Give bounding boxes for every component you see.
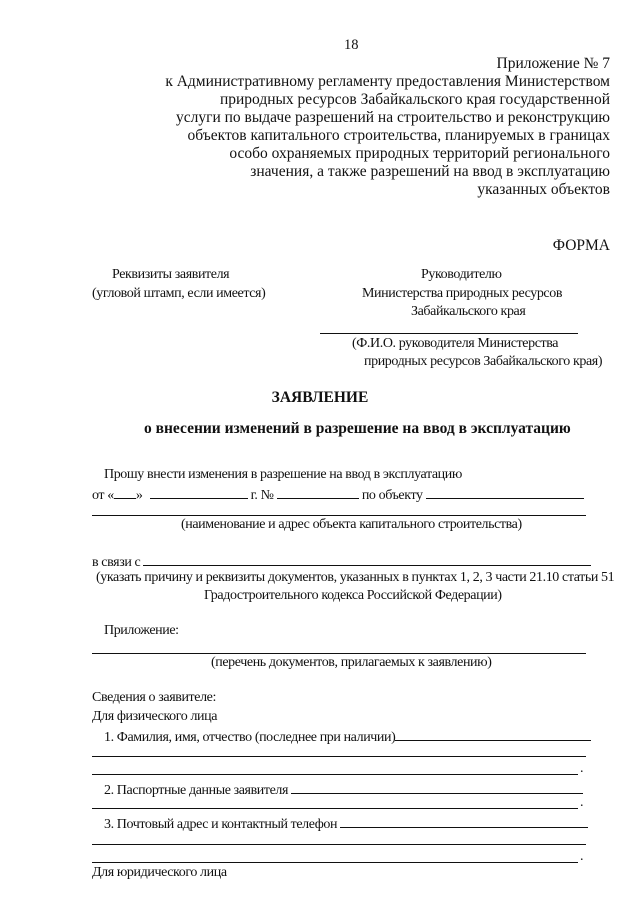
document-title: ЗАЯВЛЕНИЕ <box>271 389 369 406</box>
document-subtitle: о внесении изменений в разрешение на ввод в эксплуатацию <box>144 420 571 437</box>
form-label: ФОРМА <box>552 237 610 254</box>
attachment-label: Приложение: <box>104 623 179 638</box>
page: 18 Приложение № 7 к Административному регламенту предоставления Министерством природных ресурсов Забайкальского края государственной услуги по выдаче разрешений на строительство и реконструкцию объектов капитального строительства, планируемых в границах особо охраняемых природных территорий регионального значения, а также разрешений на ввод в эксплуатацию указанных объектов ФОРМА Реквизиты заявителя (угловой штамп, если имеется) Руководителю Министерства природных ресурсов Забайкальского края (Ф.И.О. руководителя Министерства природных ресурсов Забайкальского края) ЗАЯВЛЕНИЕ о внесении изменений в разрешение на ввод в эксплуатацию Прошу внести изменения в разрешение на ввод в эксплуатацию от « » г. № по объекту (наименование и адрес объекта капитального строительства) в связи с (указать причину и реквизиты документов, указанных в пунктах 1, 2, 3 части 21.10 статьи 51 Градостроительного кодекса Российской Федерации) Приложение: (перечень документов, прилагаемых к заявлению) Сведения о заявителе: Для физического лица 1. Фамилия, имя, отчество (последнее при наличии) . 2. Паспортные данные заявителя . 3. Почтовый адрес и контактный телефон . Для юридического лица <box>0 0 640 904</box>
addressee-caption: (Ф.И.О. руководителя Министерства <box>352 336 559 351</box>
object-caption: (наименование и адрес объекта капитального строительства) <box>181 517 522 532</box>
item-passport-label: 2. Паспортные данные заявителя <box>104 783 289 798</box>
applicant-requisites: Реквизиты заявителя <box>112 267 230 282</box>
day-field[interactable] <box>114 486 136 499</box>
date-prefix: от « <box>92 488 114 503</box>
request-date-row <box>92 486 584 503</box>
applicant-stamp-note: (угловой штамп, если имеется) <box>92 286 266 301</box>
appendix-title: Приложение № 7 <box>496 55 610 72</box>
appendix-line: значения, а также разрешений на ввод в эксплуатацию <box>250 163 610 180</box>
addressee-caption: природных ресурсов Забайкальского края) <box>364 354 603 369</box>
fio-line[interactable] <box>92 774 578 775</box>
permit-number-field[interactable] <box>277 486 359 499</box>
item-fio-row <box>104 728 591 745</box>
item-address-label: 3. Почтовый адрес и контактный телефон <box>104 817 338 832</box>
appendix-line: природных ресурсов Забайкальского края государственной <box>219 91 610 108</box>
appendix-line: к Административному регламенту предоставления Министерством <box>165 73 610 90</box>
item-passport-row <box>104 781 583 798</box>
individual-heading: Для физического лица <box>92 709 218 724</box>
appendix-line: услуги по выдаче разрешений на строительство и реконструкцию <box>175 109 610 126</box>
item-address-row <box>104 815 588 832</box>
month-year-field[interactable] <box>150 486 248 499</box>
attachment-line[interactable] <box>92 653 586 654</box>
legal-entity-heading: Для юридического лица <box>92 865 227 880</box>
object-address-line[interactable] <box>92 515 586 516</box>
address-phone-field[interactable] <box>340 815 588 828</box>
address-line[interactable] <box>92 844 586 845</box>
addressee-line: Министерства природных ресурсов <box>362 286 563 301</box>
request-text: Прошу внести изменения в разрешение на ввод в эксплуатацию <box>104 467 462 482</box>
year-suffix: г. № <box>250 488 274 503</box>
address-line[interactable] <box>92 862 578 863</box>
appendix-line: указанных объектов <box>477 181 610 198</box>
appendix-line: объектов капитального строительства, планируемых в границах <box>187 127 610 144</box>
addressee-line: Забайкальского края <box>411 304 526 319</box>
attachment-caption: (перечень документов, прилагаемых к заявлению) <box>211 655 492 670</box>
reason-field[interactable] <box>143 553 591 566</box>
appendix-line: особо охраняемых природных территорий регионального <box>229 145 610 162</box>
passport-line[interactable] <box>92 808 578 809</box>
reason-caption: Градостроительного кодекса Российской Федерации) <box>204 588 502 603</box>
reason-label: в связи с <box>92 555 141 570</box>
passport-field[interactable] <box>291 781 583 794</box>
period: . <box>580 849 584 864</box>
date-quote: » <box>135 488 143 503</box>
addressee-line: Руководителю <box>421 267 502 282</box>
fio-line[interactable] <box>92 756 586 757</box>
reason-caption: (указать причину и реквизиты документов, указанных в пунктах 1, 2, 3 части 21.10 статьи 51 <box>96 570 615 585</box>
addressee-fill-line[interactable] <box>320 333 578 334</box>
fio-field[interactable] <box>395 728 591 741</box>
applicant-info-heading: Сведения о заявителе: <box>92 690 216 705</box>
item-fio-label: 1. Фамилия, имя, отчество (последнее при наличии) <box>104 730 396 745</box>
period: . <box>580 761 584 776</box>
period: . <box>580 795 584 810</box>
object-label: по объекту <box>361 488 423 503</box>
object-field[interactable] <box>426 486 584 499</box>
reason-row <box>92 553 591 570</box>
